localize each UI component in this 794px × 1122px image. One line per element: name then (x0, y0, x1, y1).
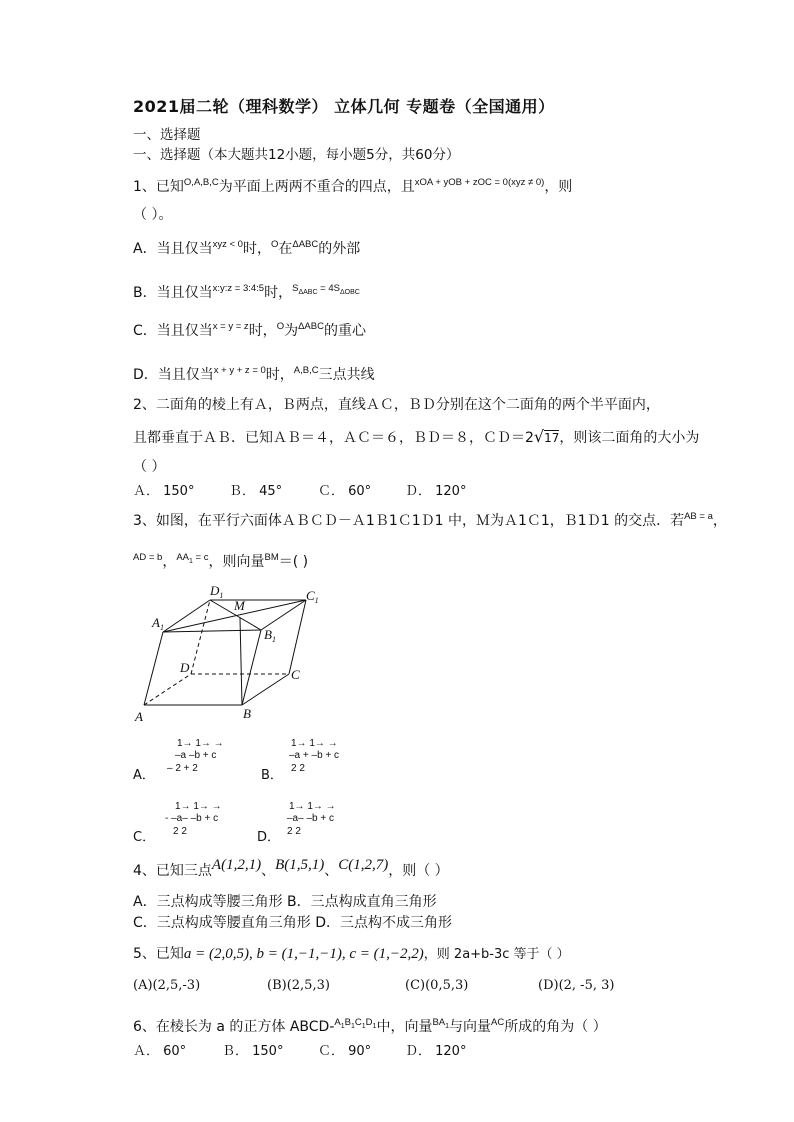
section-heading: 一、选择题 (133, 127, 201, 143)
q3-opt-d-mid: –a– –b + c (287, 813, 334, 824)
sqrt-sign: √ (533, 427, 545, 446)
q5-option-b: (B)(2,5,3) (267, 978, 330, 993)
q5-option-a: (A)(2,5,-3) (133, 978, 201, 993)
q6-option-d: Ｄ． 120° (405, 1044, 467, 1059)
label-d: D (180, 660, 190, 675)
q3-option-a-label: A． (133, 768, 155, 783)
q3-opt-c-mid: - –a– –b + c (165, 813, 219, 824)
point-b: B(1,5,1) (275, 857, 325, 873)
label-c: C (291, 667, 300, 682)
vector-ad: AD = b (133, 552, 163, 563)
q4-options-row2: C．三点构成等腰直角三角形 D．三点构不成三角形 (133, 915, 453, 931)
q6-option-c: Ｃ． 90° (318, 1044, 372, 1059)
q3-opt-d-den: 2 2 (287, 826, 301, 837)
vector-ba1: BA1 (432, 1017, 450, 1030)
q1-option-c: C．当且仅当$^{x = y = z}$时，$^O$为$^{\Delta ABC}$的重心 (133, 321, 366, 339)
q2-line2: 且都垂直于ＡＢ．已知ＡＢ＝４，ＡＣ＝６，ＢＤ＝８，ＣＤ＝2√17，则该二面角的大小为 (133, 427, 700, 446)
q6-option-b: Ｂ． 150° (222, 1044, 284, 1059)
vector-aa1: AA1 = c (176, 552, 209, 565)
q1-paren: （ ）。 (133, 207, 173, 223)
label-d1: $D_1$ (210, 583, 224, 600)
q6-option-a: Ａ． 60° (133, 1044, 187, 1059)
q4-options-row1: A．三点构成等腰三角形 B．三点构成直角三角形 (133, 894, 437, 910)
q2-paren: （ ） (133, 459, 166, 475)
q3-opt-a-den: – 2 + 2 (167, 763, 198, 774)
q3-opt-b-mid: –a + –b + c (289, 750, 340, 761)
q2-option-c: Ｃ． 60° (318, 484, 372, 499)
label-b1: $B_1$ (264, 627, 276, 644)
vector-bm: BM (264, 552, 279, 563)
edge-a-a1 (144, 632, 163, 705)
q1-option-a: A．当且仅当$^{xyz < 0}$时，$^O$在$^{\Delta ABC}$的外部 (133, 239, 361, 257)
label-m: M (234, 598, 245, 613)
q1-equation: xOA + yOB + zOC = 0(xyz ≠ 0) (414, 177, 545, 188)
page-title: 2021届二轮（理科数学） 立体几何 专题卷（全国通用） (133, 97, 555, 116)
q6-stem: 6、在棱长为 a 的正方体 ABCD-$^{A_1B_1C_1D_1}$中，向量$^{BA_1}$与向量$^{AC}$所成的角为（ ） (133, 1017, 607, 1035)
label-a1: $A_1$ (152, 615, 164, 632)
label-b: B (243, 706, 251, 721)
q3-opt-d-num: 1→ 1→ → (289, 801, 336, 812)
segment-b-m (240, 618, 242, 705)
q3-opt-c-den: 2 2 (173, 826, 187, 837)
q4-stem: 4、已知三点A(1,2,1)、B(1,5,1)、C(1,2,7)，则（ ） (133, 857, 449, 879)
edge-c-c1 (289, 600, 306, 674)
q5-stem: 5、已知a = (2,0,5), b = (1,−1,−1), c = (1,−2,2)，则 2a+b-3c 等于（ ） (133, 946, 570, 962)
q1-points: O,A,B,C (183, 177, 219, 188)
q2-option-b: Ｂ． 45° (229, 484, 283, 499)
q3-opt-c-num: 1→ 1→ → (175, 801, 222, 812)
q2-option-a: Ａ． 150° (133, 484, 195, 499)
q3-option-d-label: D． (257, 830, 281, 845)
edge-c1-b1 (261, 600, 306, 630)
q3-option-b-label: B． (261, 768, 283, 783)
label-a: A (135, 709, 143, 724)
q2-line1: 2、二面角的棱上有Ａ，Ｂ两点，直线ＡＣ，ＢＤ分别在这个二面角的两个半平面内， (133, 397, 660, 413)
q5-option-d: (D)(2, -5, 3) (538, 978, 615, 993)
parallelepiped-figure (130, 580, 340, 725)
q1-stem: 1、已知$^{O,A,B,C}$为平面上两两不重合的四点，且$^{xOA + yOB + zOC = 0(xyz \ne 0)}$，则 (133, 177, 573, 195)
q3-line1: 3、如图，在平行六面体ＡＢＣＤ－Ａ1Ｂ1Ｃ1Ｄ1 中，Ｍ为Ａ1Ｃ1，Ｂ1Ｄ1 的交点．若$^{AB = a}$， (133, 511, 727, 529)
q1-option-b: B．当且仅当$^{x:y:z = 3:4:5}$时，$^{S_{\Delta ABC} = 4S_{\Delta OBC}}$ (133, 283, 360, 301)
point-a: A(1,2,1) (211, 857, 262, 873)
q3-opt-b-num: 1→ 1→ → (291, 738, 338, 749)
q5-option-c: (C)(0,5,3) (405, 978, 469, 993)
q3-opt-a-num: 1→ 1→ → (177, 738, 224, 749)
vector-ab: AB = a (684, 511, 713, 522)
q2-option-d: Ｄ． 120° (405, 484, 467, 499)
point-c: C(1,2,7) (338, 857, 389, 873)
section-intro: 一、选择题（本大题共12小题，每小题5分，共60分） (133, 147, 460, 163)
vector-ac: AC (491, 1017, 505, 1028)
q1-option-d: D．当且仅当$^{x + y + z = 0}$时，$^{A,B,C}$三点共线 (133, 365, 375, 383)
q3-opt-b-den: 2 2 (291, 763, 305, 774)
q6-cube-vertices: A1B1C1D1 (334, 1017, 377, 1030)
edge-a1-b1 (163, 630, 261, 632)
label-c1: $C_1$ (306, 588, 319, 605)
q5-vectors: a = (2,0,5), b = (1,−1,−1), c = (1,−2,2) (183, 946, 424, 962)
q3-opt-a-mid: –a –b + c (175, 750, 217, 761)
q3-option-c-label: C． (133, 830, 156, 845)
q3-line2: $^{AD = b}$，$^{AA_1 = c}$，则向量$^{BM}$＝( ) (133, 552, 309, 570)
